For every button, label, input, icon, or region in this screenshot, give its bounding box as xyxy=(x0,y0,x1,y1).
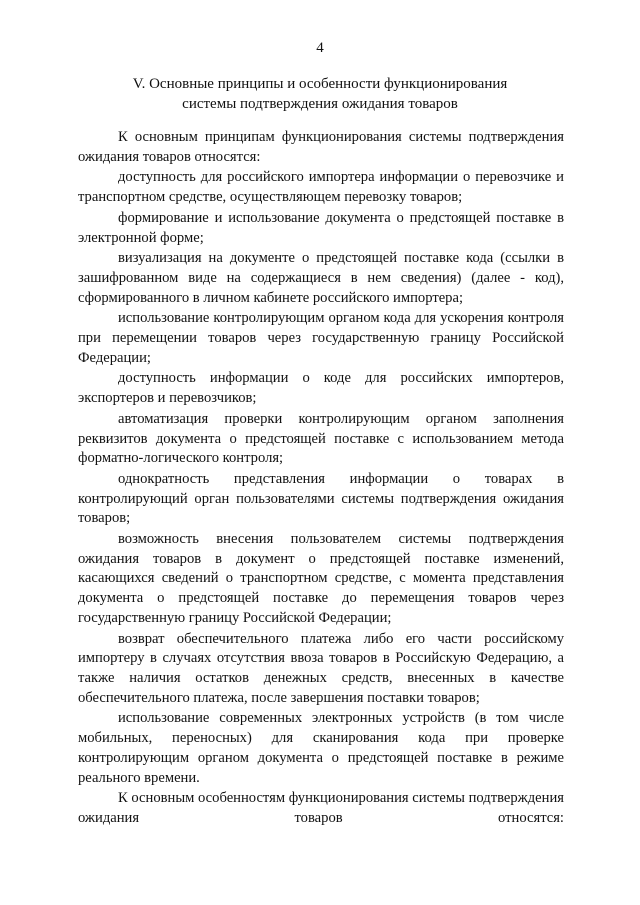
heading-line-1: V. Основные принципы и особенности функционирования xyxy=(132,76,508,92)
heading-line-2: системы подтверждения ожидания товаров xyxy=(182,96,458,112)
page-number: 4 xyxy=(316,40,324,56)
paragraph: визуализация на документе о предстоящей поставке кода (ссылки в зашифрованном виде на содержащиеся в нем сведения) (далее - код), сформированного в личном кабинете российского импортера; xyxy=(78,250,564,306)
paragraph: К основным особенностям функционирования системы подтверждения ожидания товаров относятся: xyxy=(78,790,564,826)
paragraph: доступность информации о коде для российских импортеров, экспортеров и перевозчиков; xyxy=(78,370,564,407)
section-heading xyxy=(0,74,640,114)
paragraph: К основным принципам функционирования системы подтверждения ожидания товаров относятся: xyxy=(78,129,564,165)
paragraph: доступность для российского импортера информации о перевозчике и транспортном средстве, осуществляющем перевозку товаров; xyxy=(78,169,564,206)
document-body xyxy=(78,128,564,830)
paragraph: однократность представления информации о товарах в контролирующий орган пользователями системы подтверждения ожидания товаров; xyxy=(78,470,564,527)
paragraph: возможность внесения пользователем системы подтверждения ожидания товаров в документ о предстоящей поставке изменений, касающихся сведений о транспортном средстве, с момента представления документа о предстоящей поставке до перемещения товаров через государственную границу Российской Федерации; xyxy=(78,531,564,626)
paragraph: возврат обеспечительного платежа либо его части российскому импортеру в случаях отсутствия ввоза товаров в Российскую Федерацию, а также наличия остатков денежных средств, внесенных в качестве обеспечительного платежа, после завершения поставки товаров; xyxy=(78,630,564,706)
paragraph: формирование и использование документа о предстоящей поставке в электронной форме; xyxy=(78,209,564,246)
paragraph: использование контролирующим органом кода для ускорения контроля при перемещении товаров через государственную границу Российской Федерации; xyxy=(78,310,564,366)
paragraph: использование современных электронных устройств (в том числе мобильных, переносных) для сканирования кода при проверке контролирующим органом документа о предстоящей поставке в режиме реального времени. xyxy=(78,710,564,786)
paragraph: автоматизация проверки контролирующим органом заполнения реквизитов документа о предстоящей поставке с использованием метода форматно-логического контроля; xyxy=(78,410,564,467)
